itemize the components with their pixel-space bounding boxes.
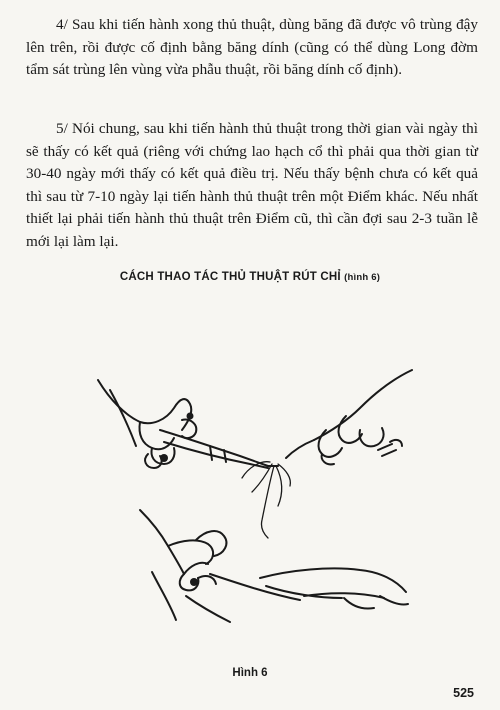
thread-removal-illustration [90, 360, 420, 650]
section-heading [0, 271, 500, 283]
section-heading-figure-ref: (hình 6) [344, 272, 381, 283]
section-heading-main: CÁCH THAO TÁC THỦ THUẬT RÚT CHỈ [119, 271, 341, 283]
paragraph-4-text: 4/ Sau khi tiến hành xong thủ thuật, dùng băng đã được vô trùng đậy lên trên, rồi được cố định bằng băng dính (cũng có thể dùng Long đờm tẩm sát trùng lên vùng vừa phẫu thuật, rồi băng dính cố định). [26, 16, 478, 79]
left-hand-with-forceps [98, 380, 278, 468]
right-hand-pinching-thread [286, 370, 412, 464]
lower-hand-holding-needle [140, 510, 300, 622]
patient-hand-skin [260, 568, 408, 608]
figure-caption: Hình 6 [232, 667, 268, 679]
paragraph-5-text: 5/ Nói chung, sau khi tiến hành thủ thuật trong thời gian vài ngày thì sẽ thấy có kết quả (riêng với chứng lao hạch cổ thì phải qua thời gian từ 30-40 ngày mới thấy có kết quả điều trị. Nếu thấy bệnh chưa có kết quả thì sau từ 7-10 ngày lại tiến hành thủ thuật trên một Điểm khác. Nếu nhất thiết lại phải tiến hành thủ thuật trên Điểm cũ, thì cần đợi sau 2-3 tuần lễ mới lại làm lại. [26, 120, 478, 250]
paragraph-5 [26, 118, 478, 254]
extracted-thread [242, 462, 290, 538]
page-number: 525 [453, 686, 474, 700]
paragraph-4 [26, 14, 478, 82]
